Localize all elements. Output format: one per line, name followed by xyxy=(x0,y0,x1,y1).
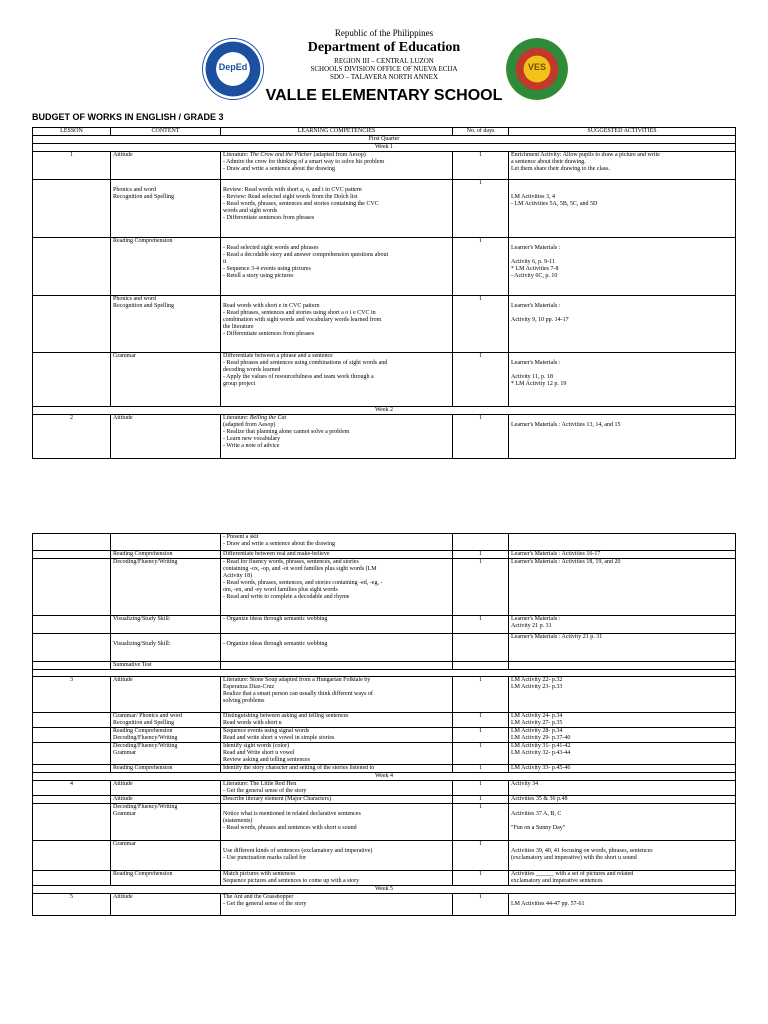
table-row: Decoding/Fluency/Writing Grammar Identify sight words (color) Read and Write short u vowel Review asking and telling sentences 1 LM Activity 31- p.41-42 LM Activity 32- p.43-44 xyxy=(33,743,736,765)
deped-seal-logo: DepEd xyxy=(202,38,264,100)
table-row: Reading Comprehension Differentiate between real and make-believe 1 Learner's Materials : Activities 16-17 xyxy=(33,551,736,559)
republic-line: Republic of the Philippines xyxy=(334,28,434,38)
table-row: Grammar Use different kinds of sentences (exclamatory and imperative) - Use punctuation marks called for 1 Activities 39, 40, 41 focusing on words, phrases, sentences (exclamatory and imperative) with the short u sound xyxy=(33,841,736,871)
school-name: VALLE ELEMENTARY SCHOOL xyxy=(265,87,503,104)
quarter-row: First Quarter xyxy=(33,136,736,144)
separator-row xyxy=(33,670,736,677)
week-row: Week 1 xyxy=(33,144,736,152)
col-activities: SUGGESTED ACTIVITIES xyxy=(509,128,736,136)
table-row: Reading Comprehension Decoding/Fluency/Writing Sequence events using signal words Read and write short u vowel in simple stories 1 LM Activity 28- p.34 LM Activity 29- p.37-40 xyxy=(33,728,736,743)
week-row: Week 5 xyxy=(33,886,736,894)
table-row: Grammar/ Phonics and word Recognition and Spelling Distinguishing between asking and telling sentences Read words with short u 1 LM Activity 24- p.34 LM Activity 27- p.35 xyxy=(33,713,736,728)
table-row: 2 Attitude Literature: Belling the Cat (adapted from Aesop) - Realize that planning alone cannot solve a problem - Learn new vocabulary - Write a note of advice 1 Learner's Materials : Activities 13, 14, and 15 xyxy=(33,415,736,459)
table-row: Visualizing/Study Skill: - Organize ideas through semantic webbing 1 Learner's Materials : Activity 21 p. 31 xyxy=(33,616,736,634)
school-seal-logo: VES xyxy=(506,38,568,100)
table-row: Reading Comprehension Identify the story character and setting of the stories listened to 1 LM Activity 33- p.45-46 xyxy=(33,765,736,773)
table-row: Decoding/Fluency/Writing Grammar Notice what is mentioned in related declarative sentences (statements) - Read words, phrases and sentences with short u sound 1 Activities 37 A, B, C "Fun on a Sunny Day" xyxy=(33,804,736,841)
budget-table-part1 xyxy=(32,127,736,459)
table-header-row xyxy=(33,128,736,136)
district-line: SDO – TALAVERA NORTH ANNEX xyxy=(329,73,439,81)
table-row: 3 Attitude Literature: Stone Soup adapted from a Hungarian Folktale by Esperanza Diaz-Cruz Realize that a smart person can usually think different ways of solving problems 1 LM Activity 22- p.32 LM Activity 23- p.33 xyxy=(33,677,736,713)
region-line: REGION III – CENTRAL LUZON xyxy=(334,57,434,65)
table-row: Grammar Differentiate between a phrase and a sentence - Read phrases and sentences using combinations of sight words and decoding words learned - Apply the values of resourcefulness and team work through a group project 1 Learner's Materials : Activity 11, p. 18 * LM Activity 12 p. 19 xyxy=(33,353,736,407)
table-row: 1 Attitude Literature: The Crow and the Pitcher (adapted from Aesop) - Admire the crow for thinking of a smart way to solve his problem - Draw and write a sentence about the drawing 1 Enrichment Activity: Allow pupils to draw a picture and write a sentence about their drawing. Let them share their drawing to the class. xyxy=(33,152,736,180)
table-row: Visualizing/Study Skill: - Organize ideas through semantic webbing Learner's Materials : Activity 21 p. 31 xyxy=(33,634,736,662)
department-name: Department of Education xyxy=(307,40,461,55)
division-line: SCHOOLS DIVISION OFFICE OF NUEVA ECIJA xyxy=(310,65,458,73)
document-title: BUDGET OF WORKS IN ENGLISH / GRADE 3 xyxy=(32,112,224,122)
table-row: Reading Comprehension Match pictures with sentences Sequence pictures and sentences to come up with a story 1 Activities ______ with a set of pictures and related exclamatory and imperative sentences xyxy=(33,871,736,886)
week-row-label: Week 4 xyxy=(33,773,736,781)
table-row: Reading Comprehension - Read selected sight words and phrases - Read a decodable story and answer comprehension questions about it - Sequence 3-4 events using pictures - Retell a story using pictures 1 Learner's Materials : Activity 6, p. 9-11 * LM Activities 7-8 - Activity 6C, p. 10 xyxy=(33,238,736,296)
table-row: Decoding/Fluency/Writing - Read for fluency words, phrases, sentences, and stories containing -ox, -op, and -ot word families plus sight words (LM Activity 18) - Read words, phrases, sentences, and stories containing -ed, -eg, - om, -en, and -ey word families plus sight words - Read and write to complete a decodable and rhyme 1 Learner's Materials : Activities 18, 19, and 20 xyxy=(33,559,736,616)
budget-table-part2 xyxy=(32,533,736,916)
col-content: CONTENT xyxy=(111,128,221,136)
col-days: No. of days xyxy=(453,128,509,136)
table-row: 4 Attitude Literature: The Little Red Hen - Get the general sense of the story 1 Activity 34 xyxy=(33,781,736,796)
table-row: Phonics and word Recognition and Spelling Review: Read words with short a, o, and i in CVC pattern - Review: Read selected sight words from the Dolch list - Read words, phrases, sentences and stories containing the CVC words and sight words - Differentiate sentences from phrases 1 LM Activities 3, 4 - LM Activities 5A, 5B, 5C, and 5D xyxy=(33,180,736,238)
table-row: Summative Test xyxy=(33,662,736,670)
table-row: Phonics and word Recognition and Spelling Read words with short e in CVC pattern - Read phrases, sentences and stories using short a o i e CVC in combination with sight words and vocabulary words learned from the literature - Differentiate sentences from phrases 1 Learner's Materials : Activity 9, 10 pp. 14-17 xyxy=(33,296,736,353)
table-row: - Present a skit - Draw and write a sentence about the drawing xyxy=(33,534,736,551)
col-lesson: LESSON xyxy=(33,128,111,136)
letterhead xyxy=(0,28,768,107)
table-row: 5 Attitude The Ant and the Grasshopper - Get the general sense of the story 1 LM Activities 44-47 pp. 57-61 xyxy=(33,894,736,916)
separator-row xyxy=(33,773,736,781)
table-row: Attitude Describe literary element (Major Characters) 1 Activities 35 & 36 p.48 xyxy=(33,796,736,804)
col-competencies: LEARNING COMPETENCIES xyxy=(221,128,453,136)
week-row: Week 2 xyxy=(33,407,736,415)
